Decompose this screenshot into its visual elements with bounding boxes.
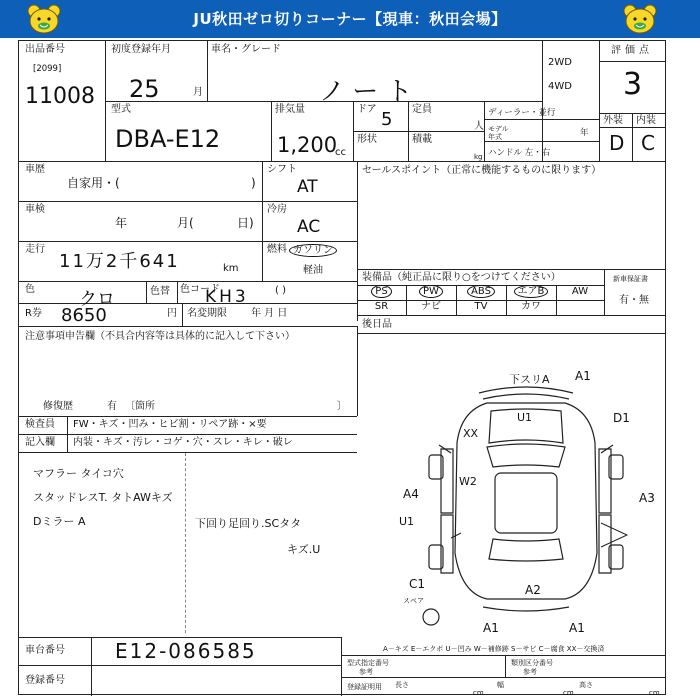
lot-label: 出品番号 — [25, 44, 65, 55]
history-value: 自家用・( — [67, 176, 120, 190]
recycle-label: R券 — [25, 308, 42, 319]
mark-u1-side: U1 — [399, 515, 415, 528]
length-label: 長さ — [395, 681, 409, 689]
registration-month-label: 月 — [193, 87, 203, 98]
fuel-other: ( ) — [275, 285, 286, 296]
equip-abs: ABS — [456, 285, 506, 299]
width-label: 幅 — [497, 681, 504, 689]
fuel-label: 燃料 — [267, 244, 287, 255]
mark-xx: XX — [463, 427, 479, 440]
doors-label: ドア — [357, 104, 377, 115]
title-change-date: 年 月 日 — [251, 308, 288, 319]
history-label: 車歴 — [25, 164, 45, 175]
equip-leather: カワ — [521, 301, 541, 312]
model-value: DBA-E12 — [115, 125, 221, 153]
mark-a4: A4 — [403, 487, 419, 501]
equip-navi: ナビ — [421, 301, 441, 312]
spare-label: スペア — [403, 597, 424, 605]
plate-label: 登録番号 — [25, 675, 65, 686]
ac-value: AC — [297, 217, 321, 237]
displacement-label: 排気量 — [275, 104, 305, 115]
repair-label: 修復歴 — [43, 401, 73, 412]
displacement-unit: cc — [335, 147, 346, 158]
inspector-label: 検査員 — [25, 419, 55, 430]
grade-label: 評価点 — [611, 45, 653, 56]
mileage-value: 11万2千641 — [59, 251, 180, 272]
inspection-year: 年 — [115, 216, 128, 230]
capacity-label: 定員 — [412, 104, 432, 115]
length-unit: cm — [473, 689, 484, 697]
handle-label: ハンドル 左・右 — [488, 148, 551, 158]
inspection-label: 車検 — [25, 204, 45, 215]
mark-u1-roof: U1 — [517, 411, 533, 424]
year-unit: 年 — [580, 128, 589, 138]
lot-number: 11008 — [25, 84, 95, 109]
grade-value: 3 — [623, 67, 643, 102]
dealer-label: ディーラー・並行 — [488, 108, 556, 118]
fuel-gas: ガソリン — [289, 245, 337, 257]
type-number-label: 型式指定番号 — [347, 659, 389, 667]
mileage-label: 走行 — [25, 244, 45, 255]
cert-label: 登録証明用 — [347, 683, 382, 691]
note-line-5: キズ.U — [287, 543, 321, 556]
inspector-exterior-row: FW・キズ・凹み・ヒビ割・リペア跡・×要 — [73, 419, 267, 430]
note-line-2: スタッドレスT. タトAWキズ — [33, 491, 173, 504]
note-line-4: 下回り足回り.SCタタ — [195, 517, 302, 530]
warranty-value: 有・無 — [619, 295, 649, 306]
model-year-label: モデル — [488, 125, 509, 133]
type-number-ref: 参考 — [359, 668, 373, 676]
equip-airbag: エアB — [506, 285, 556, 299]
fuel-diesel: 軽油 — [303, 265, 323, 276]
rear-seat-label: 後日品 — [362, 319, 392, 330]
color-label: 色 — [25, 284, 35, 295]
sales-point-label: セールスポイント（正常に機能するものに限ります） — [362, 165, 602, 176]
displacement-value: 1,200 — [277, 133, 338, 157]
repair-close: 〕 — [337, 401, 347, 412]
grade-ext-value: D — [609, 131, 625, 155]
color-code-value: KH3 — [205, 287, 249, 307]
inspector-interior-row: 内装・キズ・汚レ・コゲ・穴・スレ・キレ・破レ — [73, 437, 293, 448]
ac-label: 冷房 — [267, 204, 287, 215]
class-number-label: 類別区分番号 — [511, 659, 553, 667]
load-unit: kg — [474, 153, 483, 161]
lot-code: [2099] — [33, 64, 62, 74]
mark-a1-bottom-right: A1 — [569, 621, 585, 635]
equip-tv: TV — [474, 301, 488, 312]
mark-a3: A3 — [639, 491, 655, 505]
mark-front-skirt: 下スリA — [509, 373, 550, 386]
mark-a1-top: A1 — [575, 369, 591, 383]
mark-c1: C1 — [409, 577, 426, 591]
color-value: クロ — [79, 289, 115, 310]
height-unit: cm — [649, 689, 660, 697]
color-change-label: 色替 — [150, 286, 170, 297]
registration-year: 25 — [129, 75, 160, 103]
recycle-unit: 円 — [167, 308, 177, 319]
drive-2wd: 2WD — [548, 57, 572, 68]
chassis-value: E12-086585 — [115, 639, 257, 663]
equipment-label: 装備品（純正品に限り○をつけてください） — [362, 272, 561, 283]
grade-ext-label: 外装 — [603, 115, 623, 126]
shift-label: シフト — [267, 164, 297, 175]
class-number-ref: 参考 — [523, 668, 537, 676]
registration-label: 初度登録年月 — [111, 44, 171, 55]
color-code-label: 色コード — [180, 284, 220, 295]
inspection-day: 日) — [237, 216, 254, 230]
mileage-unit: km — [223, 263, 239, 274]
equip-ps: PS — [357, 285, 406, 299]
history-close: ) — [251, 176, 256, 190]
notes-label: 注意事項申告欄（不具合内容等は具体的に記入して下さい） — [25, 331, 295, 342]
drive-4wd: 4WD — [548, 81, 572, 92]
mark-a1-bottom-left: A1 — [483, 621, 499, 635]
header-title: JU秋田ゼロ切りコーナー【現車：秋田会場】 — [193, 10, 507, 28]
year-label: 年式 — [488, 133, 502, 141]
load-label: 積載 — [412, 134, 432, 145]
warranty-label: 新車保証書 — [613, 275, 648, 283]
height-label: 高さ — [579, 681, 593, 689]
inspection-month: 月( — [177, 216, 194, 230]
equip-sr: SR — [374, 301, 389, 312]
shape-label: 形状 — [357, 134, 377, 145]
mark-w2: W2 — [459, 475, 477, 488]
auction-sheet — [18, 40, 666, 695]
title-change-label: 名変期限 — [187, 308, 227, 319]
capacity-unit: 人 — [474, 121, 484, 132]
grade-int-value: C — [641, 131, 655, 155]
mark-d1: D1 — [613, 411, 630, 425]
car-name-label: 車名・グレード — [211, 44, 281, 55]
mark-a2: A2 — [525, 583, 541, 597]
note-line-3: Dミラー A — [33, 515, 86, 528]
doors-value: 5 — [381, 109, 393, 130]
repair-value: 有 — [107, 401, 117, 412]
width-unit: cm — [563, 689, 574, 697]
legend-text: A－キズ E－エクボ U－凹み W－補修跡 S－サビ C－腐食 XX－交換済 — [383, 645, 605, 653]
note-line-1: マフラー タイコ穴 — [33, 467, 124, 480]
grade-int-label: 内装 — [636, 115, 656, 126]
shift-value: AT — [297, 177, 318, 197]
repair-location: 〔箇所 — [125, 401, 155, 412]
car-name-value: ノート — [319, 77, 421, 107]
recycle-value: 8650 — [61, 305, 107, 326]
chassis-label: 車台番号 — [25, 645, 65, 656]
model-label: 型式 — [111, 104, 131, 115]
inspector-entry-label: 記入欄 — [25, 437, 55, 448]
equip-aw: AW — [571, 286, 589, 297]
equip-pw: PW — [406, 285, 456, 299]
